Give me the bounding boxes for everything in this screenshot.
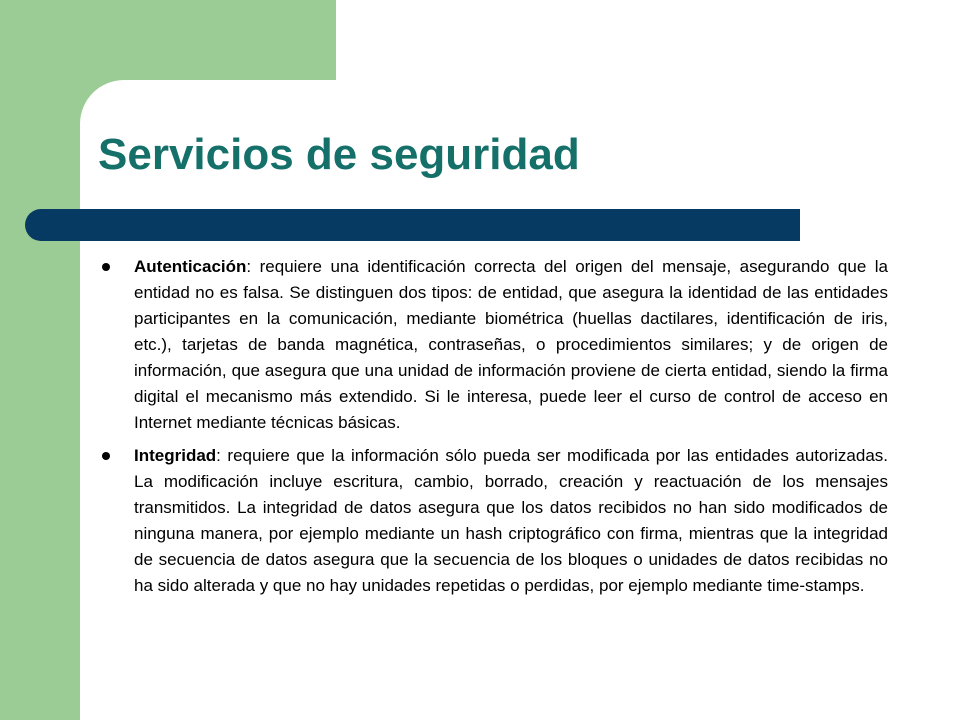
- bullet-item-integridad: [100, 443, 888, 599]
- slide-title: Servicios de seguridad: [98, 130, 580, 179]
- bullet-term: Integridad: [134, 446, 217, 465]
- bullet-term: Autenticación: [134, 257, 247, 276]
- bullet-list: [100, 254, 888, 606]
- bullet-dot-icon: [102, 452, 110, 460]
- bullet-text: : requiere una identificación correcta del origen del mensaje, asegurando que la entidad no es falsa. Se distinguen dos tipos: de entidad, que asegura la identidad de las entidades participantes en la comunicación, mediante biométrica (huellas dactilares, identificación de iris, etc.), tarjetas de banda magnética, contraseñas, o procedimientos similares; y de origen de información, que asegura que una unidad de información proviene de cierta entidad, siendo la firma digital el mecanismo más extendido. Si le interesa, puede leer el curso de control de acceso en Internet mediante técnicas básicas.: [134, 257, 888, 432]
- bullet-text: : requiere que la información sólo pueda ser modificada por las entidades autorizadas. La modificación incluye escritura, cambio, borrado, creación y reactuación de los mensajes transmitidos. La integridad de datos asegura que los datos recibidos no han sido modificados de ninguna manera, por ejemplo mediante un hash criptográfico con firma, mientras que la integridad de secuencia de datos asegura que la secuencia de los bloques o unidades de datos recibidas no ha sido alterada y que no hay unidades repetidas o perdidas, por ejemplo mediante time-stamps.: [134, 446, 888, 595]
- bullet-dot-icon: [102, 263, 110, 271]
- bullet-item-autenticacion: [100, 254, 888, 436]
- title-underline-bar: [25, 209, 800, 241]
